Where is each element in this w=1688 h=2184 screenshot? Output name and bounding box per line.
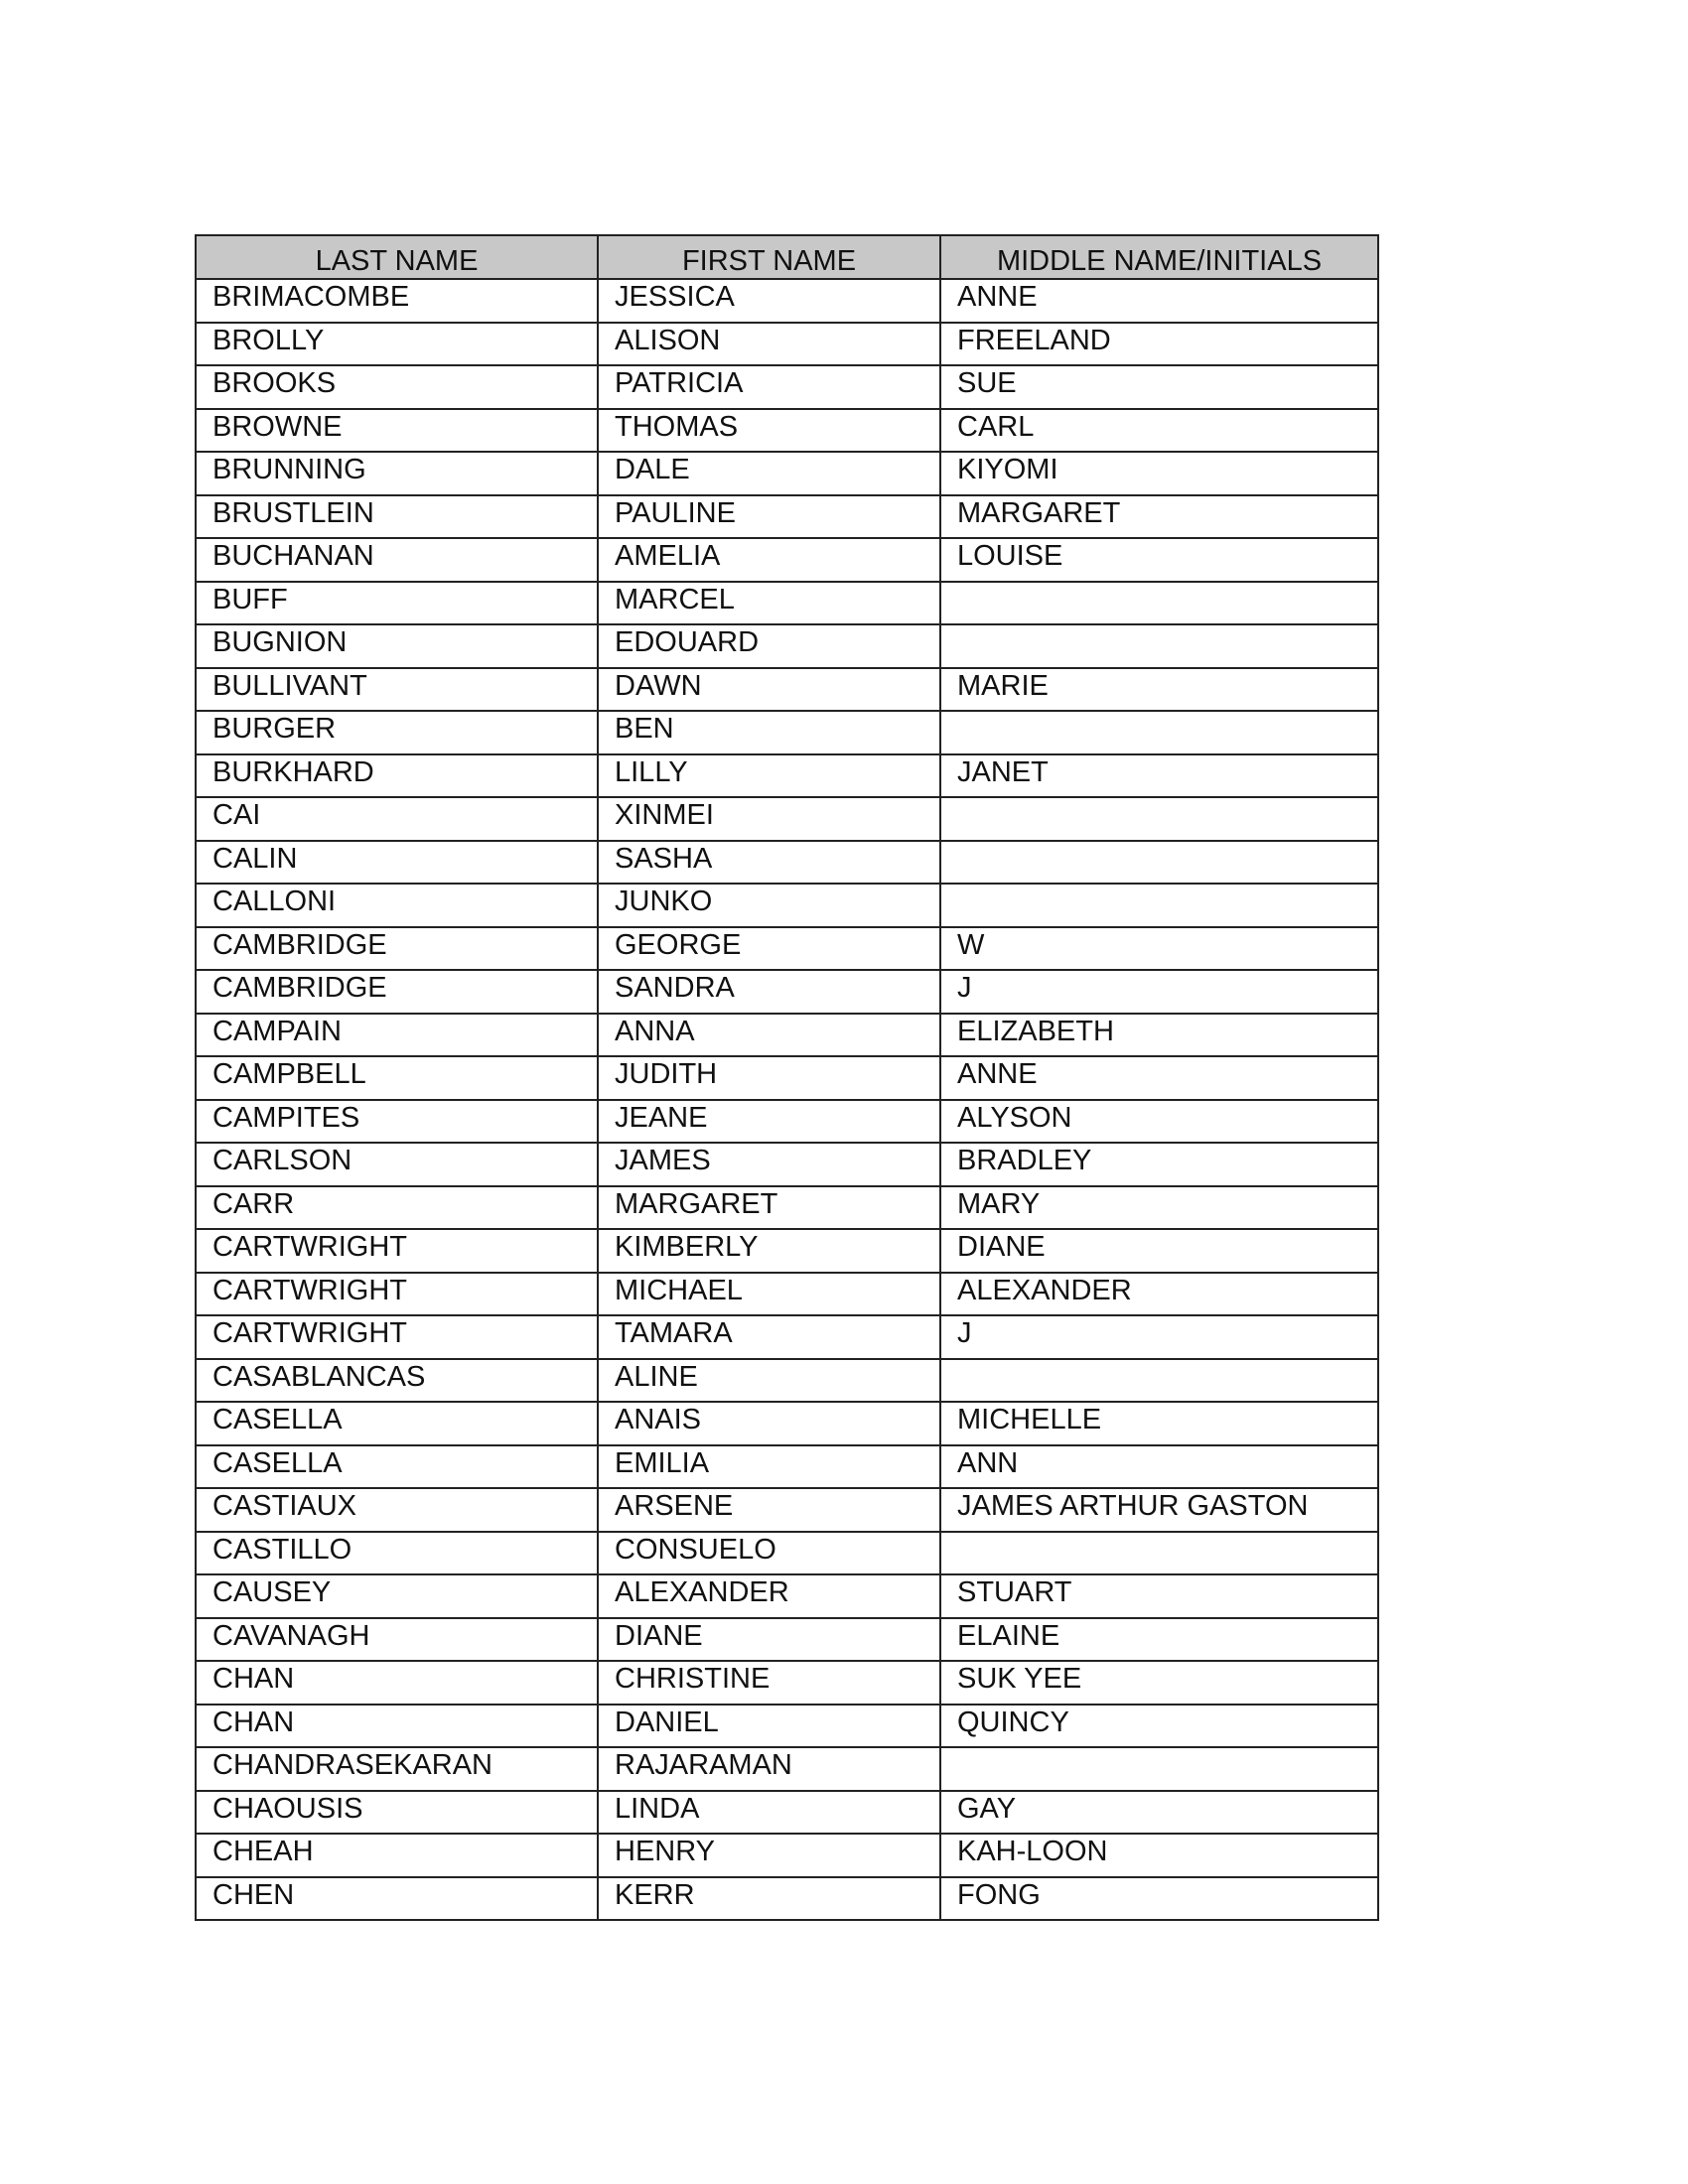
- middle-name-cell: [940, 624, 1378, 668]
- last-name-cell: CAMPAIN: [196, 1014, 598, 1057]
- first-name-cell: LILLY: [598, 754, 940, 798]
- header-first-name: FIRST NAME: [598, 235, 940, 279]
- first-name-cell: EDOUARD: [598, 624, 940, 668]
- header-middle-name-initials: MIDDLE NAME/INITIALS: [940, 235, 1378, 279]
- first-name-cell: DANIEL: [598, 1705, 940, 1748]
- last-name-cell: CHAN: [196, 1661, 598, 1705]
- last-name-cell: CHAOUSIS: [196, 1791, 598, 1835]
- last-name-cell: CASTILLO: [196, 1532, 598, 1575]
- first-name-cell: ARSENE: [598, 1488, 940, 1532]
- names-table-body: [196, 279, 1378, 1920]
- last-name-cell: CASABLANCAS: [196, 1359, 598, 1403]
- table-row: [196, 1705, 1378, 1748]
- middle-name-cell: [940, 884, 1378, 927]
- middle-name-cell: GAY: [940, 1791, 1378, 1835]
- middle-name-cell: ANNE: [940, 1056, 1378, 1100]
- last-name-cell: CASELLA: [196, 1402, 598, 1445]
- first-name-cell: ANAIS: [598, 1402, 940, 1445]
- last-name-cell: BRUSTLEIN: [196, 495, 598, 539]
- last-name-cell: CARLSON: [196, 1143, 598, 1186]
- table-row: [196, 927, 1378, 971]
- middle-name-cell: ALEXANDER: [940, 1273, 1378, 1316]
- last-name-cell: CASTIAUX: [196, 1488, 598, 1532]
- last-name-cell: CAMPITES: [196, 1100, 598, 1144]
- first-name-cell: MARCEL: [598, 582, 940, 625]
- last-name-cell: BROLLY: [196, 323, 598, 366]
- table-row: [196, 1359, 1378, 1403]
- middle-name-cell: QUINCY: [940, 1705, 1378, 1748]
- names-table-header: [196, 235, 1378, 279]
- table-row: [196, 841, 1378, 885]
- first-name-cell: SASHA: [598, 841, 940, 885]
- middle-name-cell: STUART: [940, 1574, 1378, 1618]
- table-row: [196, 365, 1378, 409]
- table-row: [196, 1100, 1378, 1144]
- first-name-cell: LINDA: [598, 1791, 940, 1835]
- middle-name-cell: LOUISE: [940, 538, 1378, 582]
- table-row: [196, 323, 1378, 366]
- first-name-cell: CHRISTINE: [598, 1661, 940, 1705]
- first-name-cell: DIANE: [598, 1618, 940, 1662]
- last-name-cell: CARR: [196, 1186, 598, 1230]
- middle-name-cell: ELAINE: [940, 1618, 1378, 1662]
- last-name-cell: BROOKS: [196, 365, 598, 409]
- table-row: [196, 1273, 1378, 1316]
- middle-name-cell: [940, 582, 1378, 625]
- first-name-cell: GEORGE: [598, 927, 940, 971]
- last-name-cell: CAUSEY: [196, 1574, 598, 1618]
- middle-name-cell: MARGARET: [940, 495, 1378, 539]
- table-row: [196, 582, 1378, 625]
- last-name-cell: CHEN: [196, 1877, 598, 1921]
- first-name-cell: MARGARET: [598, 1186, 940, 1230]
- table-row: [196, 797, 1378, 841]
- table-row: [196, 409, 1378, 453]
- first-name-cell: SANDRA: [598, 970, 940, 1014]
- middle-name-cell: JANET: [940, 754, 1378, 798]
- table-row: [196, 1877, 1378, 1921]
- first-name-cell: KERR: [598, 1877, 940, 1921]
- table-row: [196, 884, 1378, 927]
- first-name-cell: DALE: [598, 452, 940, 495]
- middle-name-cell: MARY: [940, 1186, 1378, 1230]
- last-name-cell: BUFF: [196, 582, 598, 625]
- table-row: [196, 1574, 1378, 1618]
- table-row: [196, 1488, 1378, 1532]
- middle-name-cell: ANNE: [940, 279, 1378, 323]
- table-row: [196, 1834, 1378, 1877]
- table-row: [196, 1661, 1378, 1705]
- last-name-cell: CAMBRIDGE: [196, 927, 598, 971]
- table-row: [196, 495, 1378, 539]
- middle-name-cell: MARIE: [940, 668, 1378, 712]
- table-row: [196, 1186, 1378, 1230]
- last-name-cell: BURKHARD: [196, 754, 598, 798]
- table-row: [196, 1791, 1378, 1835]
- first-name-cell: PATRICIA: [598, 365, 940, 409]
- last-name-cell: BUCHANAN: [196, 538, 598, 582]
- first-name-cell: JAMES: [598, 1143, 940, 1186]
- middle-name-cell: DIANE: [940, 1229, 1378, 1273]
- table-row: [196, 624, 1378, 668]
- middle-name-cell: SUE: [940, 365, 1378, 409]
- last-name-cell: CARTWRIGHT: [196, 1229, 598, 1273]
- table-row: [196, 1014, 1378, 1057]
- last-name-cell: CARTWRIGHT: [196, 1315, 598, 1359]
- last-name-cell: BRUNNING: [196, 452, 598, 495]
- table-row: [196, 279, 1378, 323]
- table-row: [196, 1402, 1378, 1445]
- first-name-cell: XINMEI: [598, 797, 940, 841]
- last-name-cell: CAI: [196, 797, 598, 841]
- table-row: [196, 1229, 1378, 1273]
- first-name-cell: DAWN: [598, 668, 940, 712]
- middle-name-cell: [940, 1532, 1378, 1575]
- last-name-cell: BROWNE: [196, 409, 598, 453]
- table-row: [196, 754, 1378, 798]
- header-last-name: LAST NAME: [196, 235, 598, 279]
- first-name-cell: KIMBERLY: [598, 1229, 940, 1273]
- last-name-cell: BUGNION: [196, 624, 598, 668]
- last-name-cell: CALLONI: [196, 884, 598, 927]
- middle-name-cell: FREELAND: [940, 323, 1378, 366]
- first-name-cell: AMELIA: [598, 538, 940, 582]
- middle-name-cell: [940, 711, 1378, 754]
- middle-name-cell: BRADLEY: [940, 1143, 1378, 1186]
- middle-name-cell: CARL: [940, 409, 1378, 453]
- first-name-cell: ALISON: [598, 323, 940, 366]
- last-name-cell: BRIMACOMBE: [196, 279, 598, 323]
- last-name-cell: CAMPBELL: [196, 1056, 598, 1100]
- last-name-cell: CASELLA: [196, 1445, 598, 1489]
- first-name-cell: THOMAS: [598, 409, 940, 453]
- first-name-cell: EMILIA: [598, 1445, 940, 1489]
- middle-name-cell: [940, 797, 1378, 841]
- last-name-cell: CARTWRIGHT: [196, 1273, 598, 1316]
- last-name-cell: CHAN: [196, 1705, 598, 1748]
- middle-name-cell: MICHELLE: [940, 1402, 1378, 1445]
- middle-name-cell: J: [940, 970, 1378, 1014]
- first-name-cell: CONSUELO: [598, 1532, 940, 1575]
- table-row: [196, 1532, 1378, 1575]
- last-name-cell: CALIN: [196, 841, 598, 885]
- table-row: [196, 1618, 1378, 1662]
- last-name-cell: CHEAH: [196, 1834, 598, 1877]
- last-name-cell: CAVANAGH: [196, 1618, 598, 1662]
- table-row: [196, 1315, 1378, 1359]
- names-table: [195, 234, 1379, 1921]
- middle-name-cell: ANN: [940, 1445, 1378, 1489]
- first-name-cell: ANNA: [598, 1014, 940, 1057]
- middle-name-cell: ELIZABETH: [940, 1014, 1378, 1057]
- middle-name-cell: FONG: [940, 1877, 1378, 1921]
- table-row: [196, 970, 1378, 1014]
- table-row: [196, 452, 1378, 495]
- first-name-cell: JESSICA: [598, 279, 940, 323]
- table-row: [196, 1143, 1378, 1186]
- header-row: [196, 235, 1378, 279]
- first-name-cell: ALINE: [598, 1359, 940, 1403]
- middle-name-cell: ALYSON: [940, 1100, 1378, 1144]
- last-name-cell: CAMBRIDGE: [196, 970, 598, 1014]
- table-row: [196, 668, 1378, 712]
- table-row: [196, 1747, 1378, 1791]
- first-name-cell: TAMARA: [598, 1315, 940, 1359]
- first-name-cell: RAJARAMAN: [598, 1747, 940, 1791]
- table-row: [196, 1056, 1378, 1100]
- last-name-cell: BURGER: [196, 711, 598, 754]
- middle-name-cell: JAMES ARTHUR GASTON: [940, 1488, 1378, 1532]
- middle-name-cell: SUK YEE: [940, 1661, 1378, 1705]
- first-name-cell: JUNKO: [598, 884, 940, 927]
- middle-name-cell: [940, 841, 1378, 885]
- first-name-cell: HENRY: [598, 1834, 940, 1877]
- last-name-cell: BULLIVANT: [196, 668, 598, 712]
- middle-name-cell: KIYOMI: [940, 452, 1378, 495]
- first-name-cell: BEN: [598, 711, 940, 754]
- first-name-cell: MICHAEL: [598, 1273, 940, 1316]
- middle-name-cell: J: [940, 1315, 1378, 1359]
- first-name-cell: ALEXANDER: [598, 1574, 940, 1618]
- middle-name-cell: KAH-LOON: [940, 1834, 1378, 1877]
- table-row: [196, 538, 1378, 582]
- first-name-cell: PAULINE: [598, 495, 940, 539]
- first-name-cell: JUDITH: [598, 1056, 940, 1100]
- first-name-cell: JEANE: [598, 1100, 940, 1144]
- middle-name-cell: [940, 1747, 1378, 1791]
- middle-name-cell: [940, 1359, 1378, 1403]
- table-row: [196, 1445, 1378, 1489]
- middle-name-cell: W: [940, 927, 1378, 971]
- table-row: [196, 711, 1378, 754]
- last-name-cell: CHANDRASEKARAN: [196, 1747, 598, 1791]
